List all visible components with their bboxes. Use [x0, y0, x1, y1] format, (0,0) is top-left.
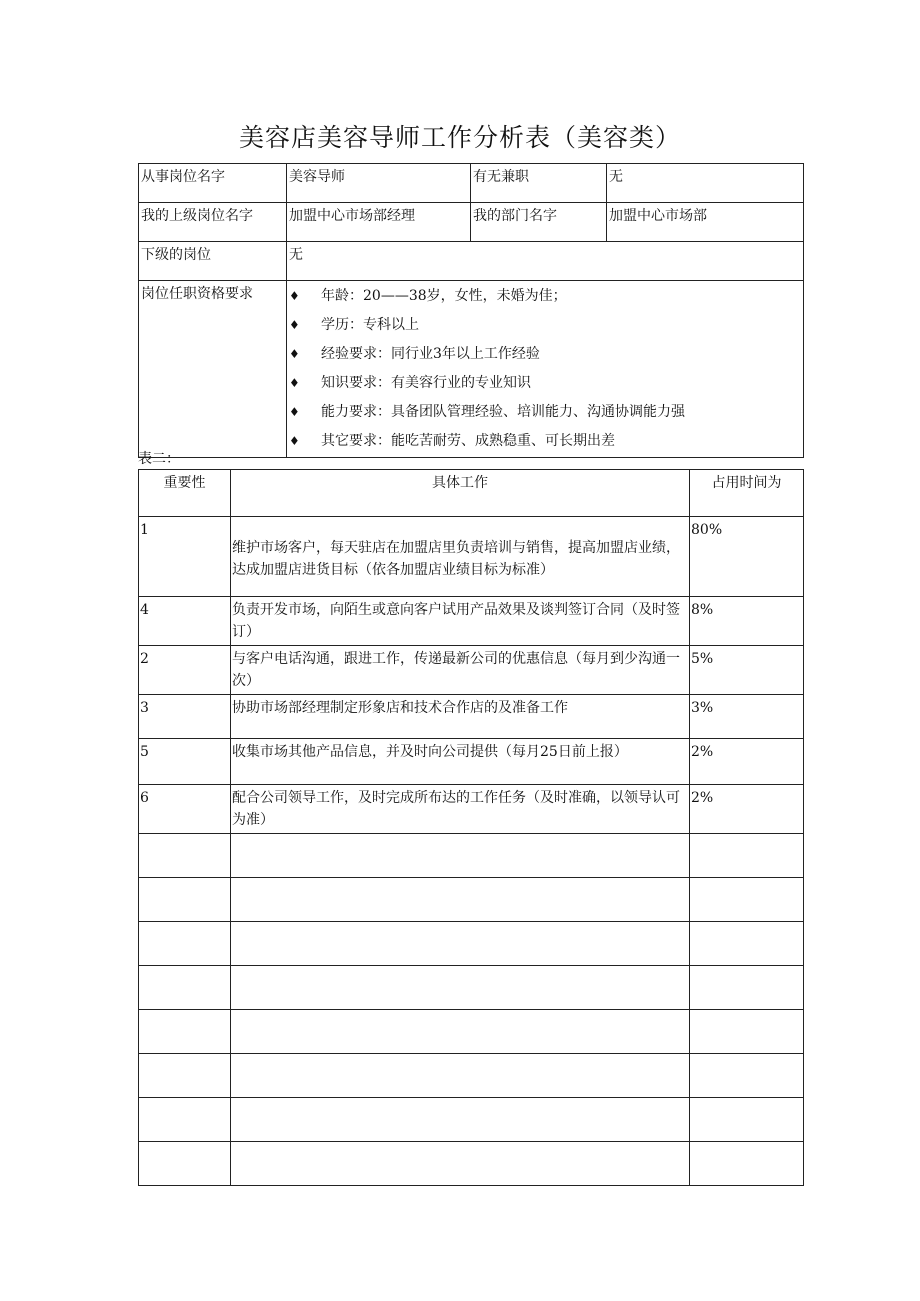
header-importance: 重要性 — [139, 470, 231, 517]
work-cell: 收集市场其他产品信息，并及时向公司提供（每月25日前上报） — [231, 739, 690, 785]
subordinate-label: 下级的岗位 — [139, 242, 287, 281]
work-cell: 配合公司领导工作，及时完成所布达的工作任务（及时准确，以领导认可为准） — [231, 785, 690, 834]
table-row — [139, 739, 804, 785]
qualification-label: 岗位任职资格要求 — [139, 281, 287, 458]
importance-cell: 2 — [139, 646, 231, 695]
work-cell: 维护市场客户，每天驻店在加盟店里负责培训与销售，提高加盟店业绩，达成加盟店进货目标（依各加盟店业绩目标为标准） — [231, 517, 690, 597]
superior-label: 我的上级岗位名字 — [139, 203, 287, 242]
parttime-label: 有无兼职 — [471, 164, 607, 203]
empty-row — [139, 922, 804, 966]
header-time: 占用时间为 — [690, 470, 804, 517]
bullet-icon: ♦ — [289, 347, 300, 361]
work-cell: 与客户电话沟通，跟进工作，传递最新公司的优惠信息（每月到少沟通一次） — [231, 646, 690, 695]
importance-cell: 3 — [139, 695, 231, 739]
position-value: 美容导师 — [287, 164, 471, 203]
bullet-icon: ♦ — [289, 405, 300, 419]
qualification-item: ♦ 经验要求：同行业3年以上工作经验 — [289, 341, 801, 370]
table-row — [139, 646, 804, 695]
empty-row — [139, 1054, 804, 1098]
work-cell: 协助市场部经理制定形象店和技术合作店的及准备工作 — [231, 695, 690, 739]
importance-cell: 6 — [139, 785, 231, 834]
job-info-table — [138, 163, 804, 458]
header-work: 具体工作 — [231, 470, 690, 517]
qualification-item: ♦ 年龄：20——38岁，女性，未婚为佳； — [289, 283, 801, 312]
empty-row — [139, 966, 804, 1010]
time-cell: 8% — [690, 597, 804, 646]
empty-row — [139, 1010, 804, 1054]
time-cell: 2% — [690, 739, 804, 785]
qualification-item: ♦ 其它要求：能吃苦耐劳、成熟稳重、可长期出差 — [289, 428, 801, 457]
qualification-item: ♦ 能力要求：具备团队管理经验、培训能力、沟通协调能力强 — [289, 399, 801, 428]
time-cell: 2% — [690, 785, 804, 834]
empty-row — [139, 1142, 804, 1186]
table-row — [139, 695, 804, 739]
table-row — [139, 597, 804, 646]
time-cell: 5% — [690, 646, 804, 695]
document-title: 美容店美容导师工作分析表（美容类） — [238, 123, 681, 152]
table-row — [139, 517, 804, 597]
position-label: 从事岗位名字 — [139, 164, 287, 203]
empty-row — [139, 878, 804, 922]
superior-value: 加盟中心市场部经理 — [287, 203, 471, 242]
importance-cell: 5 — [139, 739, 231, 785]
parttime-value: 无 — [607, 164, 804, 203]
qualification-cell — [287, 281, 804, 458]
time-cell: 3% — [690, 695, 804, 739]
bullet-icon: ♦ — [289, 376, 300, 390]
importance-cell: 4 — [139, 597, 231, 646]
subordinate-value: 无 — [287, 242, 804, 281]
bullet-icon: ♦ — [289, 289, 300, 303]
table2-caption: 表二： — [138, 451, 180, 467]
qualification-list — [289, 283, 801, 457]
qualification-item: ♦ 知识要求：有美容行业的专业知识 — [289, 370, 801, 399]
dept-label: 我的部门名字 — [471, 203, 607, 242]
bullet-icon: ♦ — [289, 318, 300, 332]
time-cell: 80% — [690, 517, 804, 597]
empty-row — [139, 834, 804, 878]
bullet-icon: ♦ — [289, 434, 300, 448]
empty-row — [139, 1098, 804, 1142]
dept-value: 加盟中心市场部 — [607, 203, 804, 242]
importance-cell: 1 — [139, 517, 231, 597]
qualification-item: ♦ 学历：专科以上 — [289, 312, 801, 341]
work-cell: 负责开发市场，向陌生或意向客户试用产品效果及谈判签订合同（及时签订） — [231, 597, 690, 646]
table-row — [139, 785, 804, 834]
work-content-table — [138, 469, 804, 1186]
